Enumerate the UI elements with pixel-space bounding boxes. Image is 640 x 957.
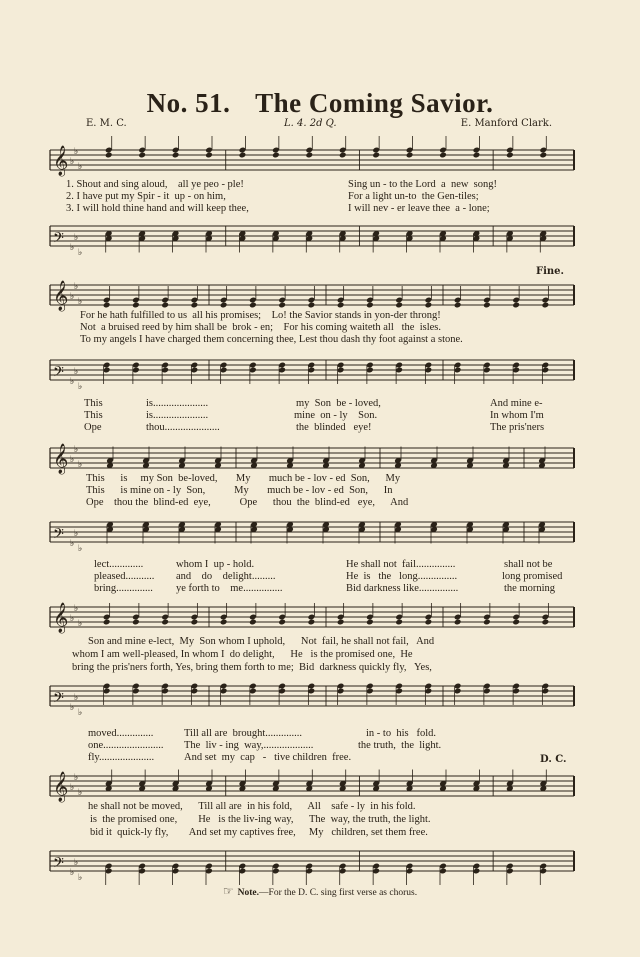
note-head [366,619,374,626]
footnote [0,884,640,899]
flat-icon: ♭ [78,460,83,470]
flat-icon: ♭ [78,708,83,718]
note-head [239,152,247,159]
lyric-word: the blinded eye! [296,422,372,433]
system-5-lower-2: is the promised one, He is the liv-ing way, The way, the truth, the light. [90,814,431,825]
lyric-line: 3. I will hold thine hand and will keep thee, [66,203,249,214]
lyric-word: fly..................... [88,752,155,763]
lyric-line: I will nev - er leave thee a - lone; [348,203,490,214]
lyric-word: in - to his fold. [366,728,436,739]
treble-clef-icon: 𝄞 [53,444,69,474]
lyric-line: For a light un-to the Gen-tiles; [348,191,479,202]
flat-icon: ♭ [74,858,79,868]
flat-icon: ♭ [70,243,75,253]
system-5-bass-staff [0,843,640,883]
note-label: Note. [237,888,260,898]
note-head [220,619,228,626]
lyric-word: is..................... [146,410,209,421]
note-head [425,619,433,626]
lyric-word: The pris'ners [490,422,545,433]
system-1-verse-3 [66,203,586,216]
flat-icon: ♭ [74,367,79,377]
note-head [366,302,374,309]
flat-icon: ♭ [70,868,75,878]
note-head [512,302,520,309]
lyric-word: Ope [84,422,102,433]
system-3-bass-staff [0,514,640,554]
system-2-bass-staff [0,352,640,392]
lyric-word: shall not be [504,559,553,570]
note-head [337,302,345,309]
system-2-verse-3: To my angels I have charged them concerning thee, Lest thou dash thy foot against a stone. [80,334,463,345]
flat-icon: ♭ [78,544,83,554]
flat-icon: ♭ [74,445,79,455]
note-head [506,152,514,159]
note-head [105,152,113,159]
lyric-word: Till all are brought.............. [184,728,303,739]
lyric-word: whom I up - hold. [176,559,255,570]
system-4-lower-3: bring the pris'ners forth, Yes, bring them forth to me; Bid darkness quickly fly, Yes, [72,662,432,673]
hymn-credits [0,118,640,134]
note-head [512,619,520,626]
flat-icon: ♭ [78,248,83,258]
note-head [542,302,550,309]
note-head [161,302,169,309]
lyric-word: He is the long............... [346,571,458,582]
note-head [132,619,140,626]
note-head [305,152,313,159]
note-head [473,152,481,159]
note-head [339,152,347,159]
flat-icon: ♭ [78,162,83,172]
note-head [191,619,199,626]
lyric-word: Bid darkness like............... [346,583,459,594]
flat-icon: ♭ [70,157,75,167]
lyric-word: moved.............. [88,728,154,739]
flat-icon: ♭ [70,539,75,549]
system-1-bass-staff [0,218,640,258]
lyric-word: This [84,410,103,421]
lyric-word: mine on - ly Son. [294,410,378,421]
system-2-verse-1: For he hath fulfilled to us all his promises; Lo! the Savior stands in yon-der throng! [80,310,441,321]
system-3-upper-3 [66,422,586,435]
note-head [483,619,491,626]
hymn-name: The Coming Savior. [255,88,494,118]
flat-icon: ♭ [70,703,75,713]
flat-icon: ♭ [70,455,75,465]
note-head [172,152,180,159]
system-5-lower-1: he shall not be moved, Till all are in his fold, All safe - ly in his fold. [88,801,416,812]
note-head [278,619,286,626]
note-head [395,619,403,626]
note-head [132,302,140,309]
note-head [103,302,111,309]
note-head [249,302,257,309]
flat-icon: ♭ [74,233,79,243]
lyric-word: thou..................... [146,422,220,433]
note-head [395,302,403,309]
note-head [483,302,491,309]
bass-clef-icon: 𝄢 [53,230,64,250]
lyric-word: the morning [504,583,556,594]
flat-icon: ♭ [70,783,75,793]
note-head [161,619,169,626]
treble-clef-icon: 𝄞 [53,146,69,176]
bass-clef-icon: 𝄢 [53,526,64,546]
meter-marking: L. 4. 2d Q. [284,118,337,129]
flat-icon: ♭ [70,614,75,624]
system-2-verse-2: Not a bruised reed by him shall be brok - en; For his coming waiteth all the isles. [80,322,442,333]
note-head [425,302,433,309]
note-head [372,152,380,159]
note-head [103,619,111,626]
lyric-word: ye forth to me............... [176,583,283,594]
flat-icon: ♭ [78,873,83,883]
treble-clef-icon: 𝄞 [53,281,69,311]
note-head [278,302,286,309]
note-head [454,619,462,626]
note-head [337,619,345,626]
system-4-treble-staff [0,599,640,639]
system-3-lower-2: This is mine on - ly Son, My much be - lov - ed Son, In [86,485,393,496]
note-head [308,619,316,626]
system-3-lower-3: Ope thou the blind-ed eye, Ope thou the blind-ed eye, And [86,497,409,508]
lyric-word: In whom I'm [490,410,544,421]
pointing-hand-icon: ☞ [222,884,234,898]
lyric-word: is..................... [146,398,209,409]
treble-clef-icon: 𝄞 [53,772,69,802]
flat-icon: ♭ [74,604,79,614]
bass-clef-icon: 𝄢 [53,855,64,875]
bass-clef-icon: 𝄢 [53,364,64,384]
flat-icon: ♭ [74,773,79,783]
hymn-title [0,88,640,119]
system-4-lower-2: whom I am well-pleased, In whom I do delight, He is the promised one, He [72,649,413,660]
note-head [539,152,547,159]
lyric-word: one....................... [88,740,164,751]
flat-icon: ♭ [74,282,79,292]
flat-icon: ♭ [78,382,83,392]
system-3-lower-1: This is my Son be-loved, My much be - lov - ed Son, My [86,473,401,484]
flat-icon: ♭ [70,377,75,387]
note-head [454,302,462,309]
hymn-number: No. 51. [146,88,231,118]
system-5-upper-3 [66,752,586,765]
note-head [138,152,146,159]
dc-marking: D. C. [540,754,567,765]
note-head [406,152,414,159]
lyric-line: 2. I have put my Spir - it up - on him, [66,191,226,202]
lyric-word: And mine e- [490,398,543,409]
fine-marking: Fine. [536,266,565,277]
system-1-treble-staff [0,142,640,182]
lyric-word: This [84,398,103,409]
note-head [272,152,280,159]
note-head [249,619,257,626]
note-head [220,302,228,309]
system-4-upper-3 [66,583,586,596]
composer: E. Manford Clark. [460,118,552,129]
note-text: —For the D. C. sing first verse as chorus. [259,888,418,898]
flat-icon: ♭ [70,292,75,302]
note-head [205,152,213,159]
lyric-word: And set my cap - tive children free. [184,752,352,763]
flat-icon: ♭ [78,619,83,629]
bass-clef-icon: 𝄢 [53,690,64,710]
flat-icon: ♭ [78,788,83,798]
system-5-lower-3: bid it quick-ly fly, And set my captives free, My children, set them free. [90,827,428,838]
lyric-word: The liv - ing way,................... [184,740,314,751]
lyric-word: long promised [502,571,563,582]
lyric-word: and do delight......... [176,571,276,582]
lyricist: E. M. C. [86,118,127,129]
lyric-word: lect............. [94,559,144,570]
system-4-bass-staff [0,678,640,718]
lyric-word: bring.............. [94,583,153,594]
lyric-line: 1. Shout and sing aloud, all ye peo - ple! [66,179,244,190]
flat-icon: ♭ [78,297,83,307]
note-head [542,619,550,626]
note-head [191,302,199,309]
system-4-lower-1: Son and mine e-lect, My Son whom I uphold, Not fail, he shall not fail, And [88,636,435,647]
note-head [439,152,447,159]
flat-icon: ♭ [74,529,79,539]
treble-clef-icon: 𝄞 [53,603,69,633]
lyric-word: the truth, the light. [358,740,442,751]
lyric-word: He shall not fail............... [346,559,456,570]
lyric-line: Sing un - to the Lord a new song! [348,179,498,190]
note-head [308,302,316,309]
flat-icon: ♭ [74,147,79,157]
lyric-word: my Son be - loved, [296,398,381,409]
flat-icon: ♭ [74,693,79,703]
lyric-word: pleased........... [94,571,155,582]
